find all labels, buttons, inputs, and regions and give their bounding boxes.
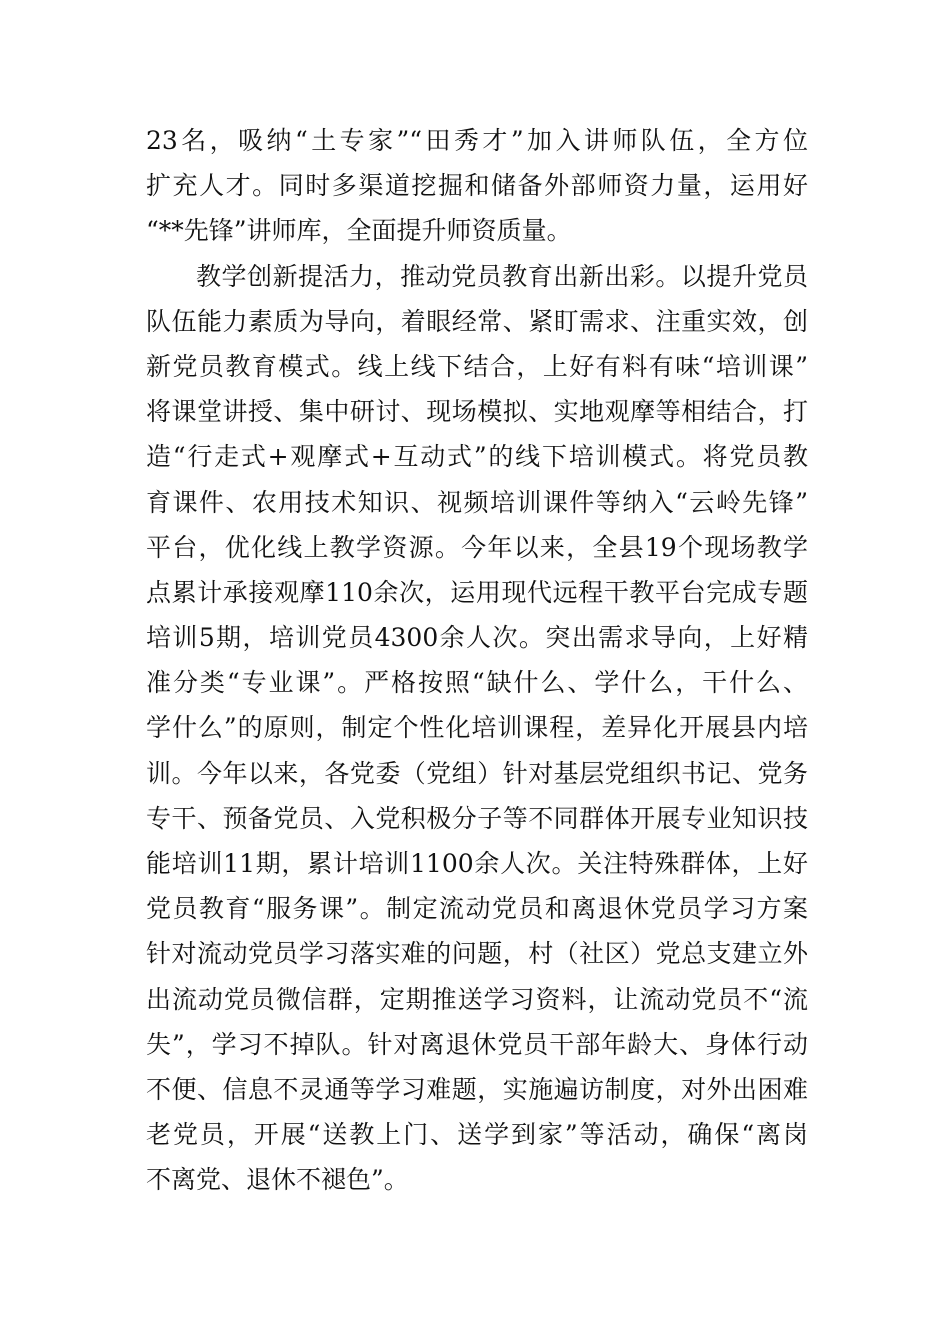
text-line: 培训5期，培训党员4300余人次。突出需求导向，上好精: [146, 623, 808, 653]
paragraph-first-line: 教学创新提活力，推动党员教育出新出彩。以提升党员: [196, 261, 808, 291]
text-line: 平台，优化线上教学资源。今年以来，全县19个现场教学: [146, 532, 808, 562]
text-line: 准分类“专业课”。严格按照“缺什么、学什么，干什么、: [146, 668, 808, 698]
text-line: 失”，学习不掉队。针对离退休党员干部年龄大、身体行动: [146, 1029, 808, 1059]
text-line: 23名，吸纳“土专家”“田秀才”加入讲师队伍，全方位: [146, 126, 808, 155]
text-line: “**先锋”讲师库，全面提升师资质量。: [146, 216, 572, 246]
text-line: 训。今年以来，各党委（党组）针对基层党组织书记、党务: [146, 758, 808, 788]
text-line: 不便、信息不灵通等学习难题，实施遍访制度，对外出困难: [146, 1074, 808, 1104]
text-line: 扩充人才。同时多渠道挖掘和储备外部师资力量，运用好: [146, 171, 808, 201]
text-line: 育课件、农用技术知识、视频培训课件等纳入“云岭先锋”: [146, 487, 808, 517]
text-line: 队伍能力素质为导向，着眼经常、紧盯需求、注重实效，创: [146, 306, 808, 336]
text-line: 能培训11期，累计培训1100余人次。关注特殊群体，上好: [146, 849, 808, 878]
text-line: 党员教育“服务课”。制定流动党员和离退休党员学习方案: [146, 894, 808, 924]
text-line: 专干、预备党员、入党积极分子等不同群体开展专业知识技: [146, 803, 808, 833]
text-line: 老党员，开展“送教上门、送学到家”等活动，确保“离岗: [146, 1120, 808, 1150]
text-line: 出流动党员微信群，定期推送学习资料，让流动党员不“流: [146, 984, 808, 1014]
body-text: [146, 118, 808, 1203]
text-line: 学什么”的原则，制定个性化培训课程，差异化开展县内培: [146, 713, 808, 743]
text-line: 点累计承接观摩110余次，运用现代远程干教平台完成专题: [146, 577, 808, 607]
text-line: 将课堂讲授、集中研讨、现场模拟、实地观摩等相结合，打: [146, 397, 808, 427]
text-line: 针对流动党员学习落实难的问题，村（社区）党总支建立外: [146, 939, 808, 969]
text-line: 造“行走式+观摩式+互动式”的线下培训模式。将党员教: [146, 442, 808, 472]
text-line: 不离党、退休不褪色”。: [146, 1165, 409, 1195]
text-line: 新党员教育模式。线上线下结合，上好有料有味“培训课”: [146, 351, 808, 381]
